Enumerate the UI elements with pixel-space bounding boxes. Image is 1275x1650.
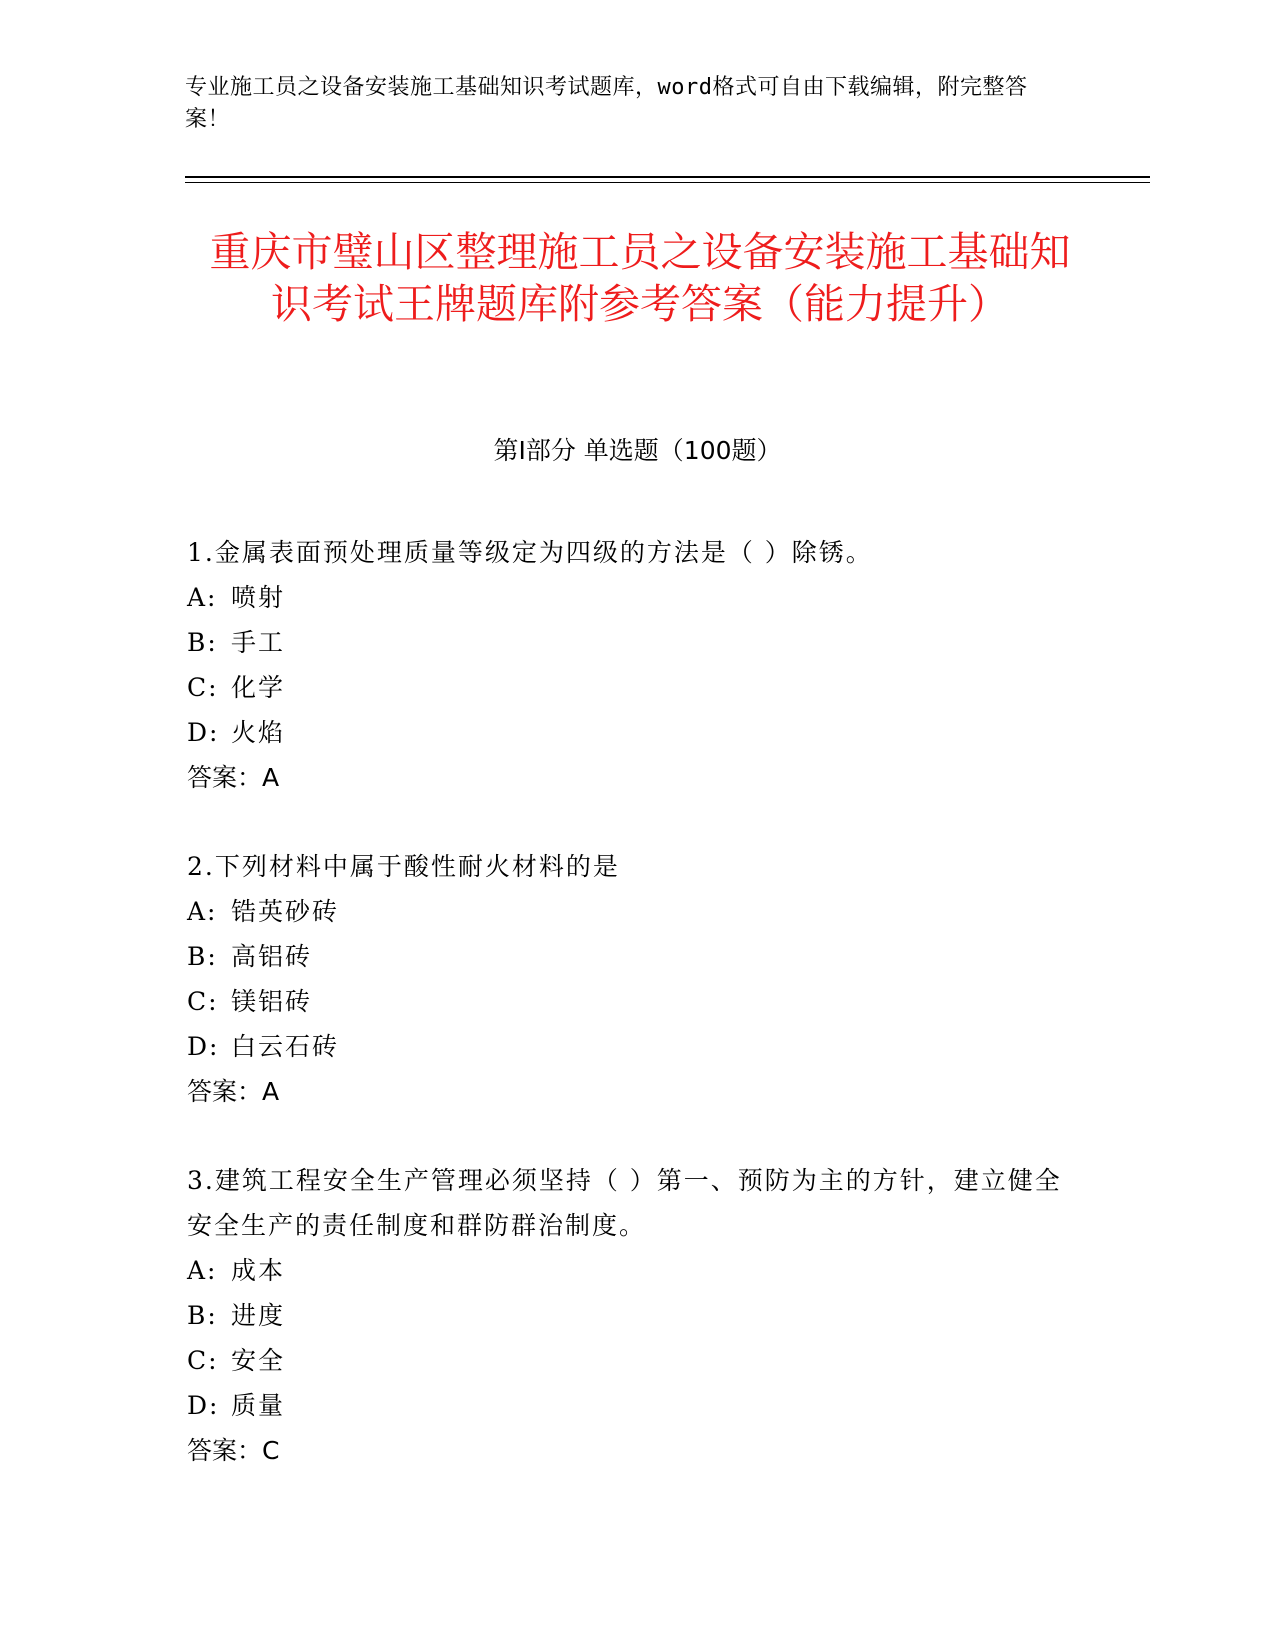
option-a — [187, 1248, 1077, 1293]
answer-line: 答案：A — [187, 763, 280, 792]
option-text: 安全 — [231, 1346, 286, 1375]
option-text: 进度 — [231, 1301, 286, 1330]
option-b — [187, 934, 1077, 979]
question-stem: 1.金属表面预处理质量等级定为四级的方法是（ ）除锈。 — [187, 538, 873, 567]
question-stem: 2.下列材料中属于酸性耐火材料的是 — [187, 852, 620, 881]
option-key: C: — [187, 673, 219, 702]
header-divider-thick — [185, 176, 1150, 178]
header-divider-thin — [185, 182, 1150, 183]
question-stem: 3.建筑工程安全生产管理必须坚持（ ）第一、预防为主的方针，建立健全安全生产的责任制度和群防群治制度。 — [187, 1166, 1062, 1240]
option-key: D: — [187, 1391, 220, 1420]
option-key: A: — [187, 583, 218, 612]
option-text: 锆英砂砖 — [231, 897, 340, 926]
option-key: D: — [187, 718, 220, 747]
option-b — [187, 1293, 1077, 1338]
option-a — [187, 575, 1077, 620]
option-key: C: — [187, 1346, 219, 1375]
section-heading: 第Ⅰ部分 单选题（100题） — [493, 436, 782, 465]
option-key: A: — [187, 1256, 218, 1285]
option-key: D: — [187, 1032, 220, 1061]
option-text: 化学 — [231, 673, 286, 702]
option-c — [187, 1338, 1077, 1383]
question-item — [187, 844, 1077, 1114]
question-item — [187, 530, 1077, 800]
option-key: B: — [187, 1301, 218, 1330]
option-key: C: — [187, 987, 219, 1016]
answer-line: 答案：C — [187, 1436, 280, 1465]
question-item — [187, 1158, 1077, 1473]
option-key: B: — [187, 628, 218, 657]
option-key: A: — [187, 897, 218, 926]
question-list — [187, 530, 1077, 1517]
option-d — [187, 710, 1077, 755]
option-text: 白云石砖 — [231, 1032, 340, 1061]
option-text: 镁铝砖 — [231, 987, 313, 1016]
option-text: 高铝砖 — [231, 942, 313, 971]
option-key: B: — [187, 942, 218, 971]
document-title: 重庆市璧山区整理施工员之设备安装施工基础知识考试王牌题库附参考答案（能力提升） — [209, 228, 1071, 328]
option-text: 成本 — [231, 1256, 286, 1285]
option-c — [187, 665, 1077, 710]
option-text: 火焰 — [231, 718, 286, 747]
header-note: 专业施工员之设备安装施工基础知识考试题库，word格式可自由下载编辑，附完整答案！ — [185, 75, 1028, 132]
option-text: 质量 — [231, 1391, 286, 1420]
option-d — [187, 1383, 1077, 1428]
answer-line: 答案：A — [187, 1077, 280, 1106]
option-text: 手工 — [231, 628, 286, 657]
option-d — [187, 1024, 1077, 1069]
option-text: 喷射 — [231, 583, 286, 612]
option-c — [187, 979, 1077, 1024]
option-a — [187, 889, 1077, 934]
option-b — [187, 620, 1077, 665]
